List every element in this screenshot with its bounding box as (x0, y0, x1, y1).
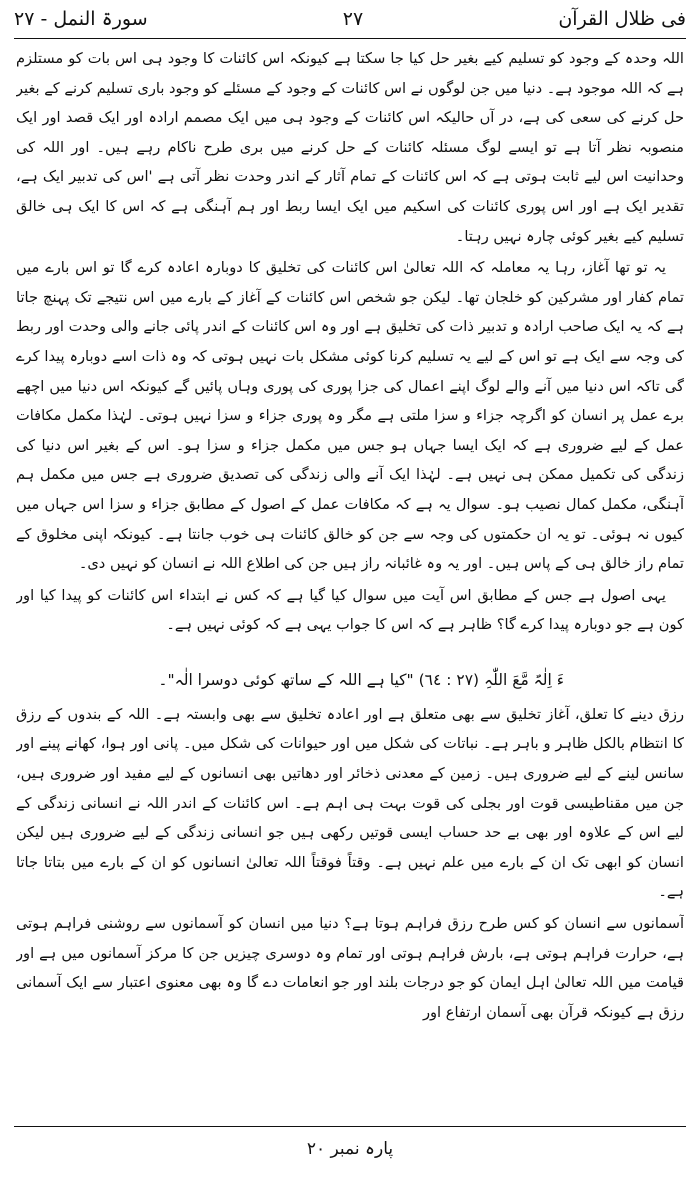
page-number: ٢٧ (342, 8, 364, 30)
para-number: پارہ نمبر ٢٠ (306, 1139, 394, 1159)
verse-quote: ءَ اِلٰہٌ مَّعَ اللّٰہِ (٢٧ : ٦٤) "کیا ہے اللہ کے ساتھ کوئی دوسرا الٰہ"۔ (158, 670, 564, 689)
paragraph-4: رزق دینے کا تعلق، آغاز تخلیق سے بھی متعلق ہے اور اعادہ تخلیق سے بھی وابستہ ہے۔ اللہ کے بندوں کے رزق کا انتظام بالکل ظاہر و باہر ہے۔ نباتات کی شکل میں اور حیوانات کی شکل میں۔ پانی اور ہوا، کھانے پینے اور سانس لینے کے لیے ضروری ہیں۔ زمین کے معدنی ذخائر اور دھاتیں بھی انسانوں کے لیے مفید اور ضروری ہیں، جن میں مقناطیسی قوت اور بجلی کی قوت بہت ہی اہم ہے۔ اس کائنات کے اندر اللہ نے انسانی زندگی کے لیے اس کے علاوہ اور بھی بے حد حساب ایسی قوتیں رکھی ہیں جو انسانی زندگی کے لیے ضروری ہیں لیکن انسان کو ابھی تک ان کے بارے میں علم نہیں ہے۔ وقتاً فوقتاً اللہ تعالیٰ انسانوں کو ان کے بارے میں بتاتا جاتا ہے۔ (16, 705, 684, 901)
page-header (14, 4, 686, 34)
paragraph-5: آسمانوں سے انسان کو کس طرح رزق فراہم ہوتا ہے؟ دنیا میں انسان کو آسمانوں سے روشنی فراہم ہوتی ہے، حرارت فراہم ہوتی ہے، بارش فراہم ہوتی اور تمام وہ دوسری چیزیں جن کا مرکز آسمانوں میں ہے اور قیامت میں اللہ تعالیٰ اہل ایمان کو جو درجات بلند اور جو انعامات دے گا وہ بھی معنوی اعتبار سے ایک آسمانی رزق ہے کیونکہ قرآن بھی آسمان ارتفاع اور (16, 915, 684, 1021)
footer-divider (14, 1126, 686, 1127)
surah-label: سورۃ النمل - ٢٧ (14, 8, 148, 30)
paragraph-1: اللہ وحدہ کے وجود کو تسلیم کیے بغیر حل کیا جا سکتا ہے کیونکہ اس کائنات کا وجود ہی اس بات کو مستلزم ہے کہ اللہ موجود ہے۔ دنیا میں جن لوگوں نے اس کائنات کے وجود کے مسئلے کو وجود باری تسلیم کرنے کے بغیر حل کرنے کی سعی کی ہے، در آں حالیکہ اس کائنات کے وجود ہی میں ایک مصمم ارادہ اور ایک قصد اور ایک منصوبہ نظر آتا ہے تو ایسے لوگ مسئلہ کائنات کے حل کرنے میں بری طرح ناکام رہے ہیں۔ اور اللہ کی وحدانیت اس لیے ثابت ہوتی ہے کہ اس کائنات کے تمام آثار کے اندر وحدت نظر آتی ہے 'اس کی تدبیر ایک ہے، تقدیر ایک ہے اور اس پوری کائنات کی اسکیم میں ایک ایسا ربط اور ہم آہنگی ہے کہ اس کا ایک ہی خالق تسلیم کیے بغیر کوئی چارہ نہیں رہتا۔ (16, 50, 684, 245)
header-divider (14, 38, 686, 39)
book-title: فی ظلال القرآن (558, 8, 686, 30)
page-body (16, 44, 684, 1116)
paragraph-2: یہ تو تھا آغاز، رہا یہ معاملہ کہ اللہ تعالیٰ اس کائنات کی تخلیق کا دوبارہ اعادہ کرے گا تو اس بارے میں تمام کفار اور مشرکین کو خلجان تھا۔ لیکن جو شخص اس کائنات کے آغاز کے بارے میں اس نتیجے تک پہنچ جاتا ہے کہ یہ ایک صاحب ارادہ و تدبیر ذات کی تخلیق ہے اور وہ اس کائنات کے اندر پائی جانے والی وحدت اور ربط کی وجہ سے ایک ہے تو اس کے لیے یہ تسلیم کرنا کوئی مشکل بات نہیں ہوتی کہ وہ ذات اسے دوبارہ پیدا کرے گی تاکہ اس دنیا میں آنے والے لوگ اپنے اعمال کی جزا پوری کی پوری وہاں پائیں گے کیونکہ اس دنیا میں اچھے برے عمل پر انسان کو اگرچہ جزاء و سزا ملتی ہے مگر وہ پوری جزاء و سزا نہیں ہوتی۔ لہٰذا مکمل مکافات عمل کے لیے ضروری ہے کہ ایک ایسا جہاں ہو جس میں مکمل جزاء و سزا ہو۔ اس کے بغیر اس دنیا کی زندگی کی تکمیل ممکن ہی نہیں ہے۔ لہٰذا ایک آنے والی زندگی کی تصدیق ضروری ہے جس میں مکمل ہم آہنگی، مکمل کمال نصیب ہو۔ سوال یہ ہے کہ مکافات عمل کے اصول کے مطابق جزاء و سزا اس جہاں میں کیوں نہ ہوئی۔ تو یہ ان حکمتوں کی وجہ سے جن کو خالق کائنات ہی خوب جانتا ہے۔ کیونکہ اپنی مخلوق کے تمام راز خالق ہی کے پاس ہیں۔ اور یہ وہ غائبانہ راز ہیں جن کی اطلاع اللہ نے انسان کو نہیں دی۔ (16, 259, 684, 573)
paragraph-3: یہی اصول ہے جس کے مطابق اس آیت میں سوال کیا گیا ہے کہ کس نے ابتداء اس کائنات کو پیدا کیا اور کون ہے جو دوبارہ پیدا کرے گا؟ ظاہر ہے کہ اس کا جواب یہی ہے کہ کوئی نہیں ہے۔ (16, 586, 684, 634)
